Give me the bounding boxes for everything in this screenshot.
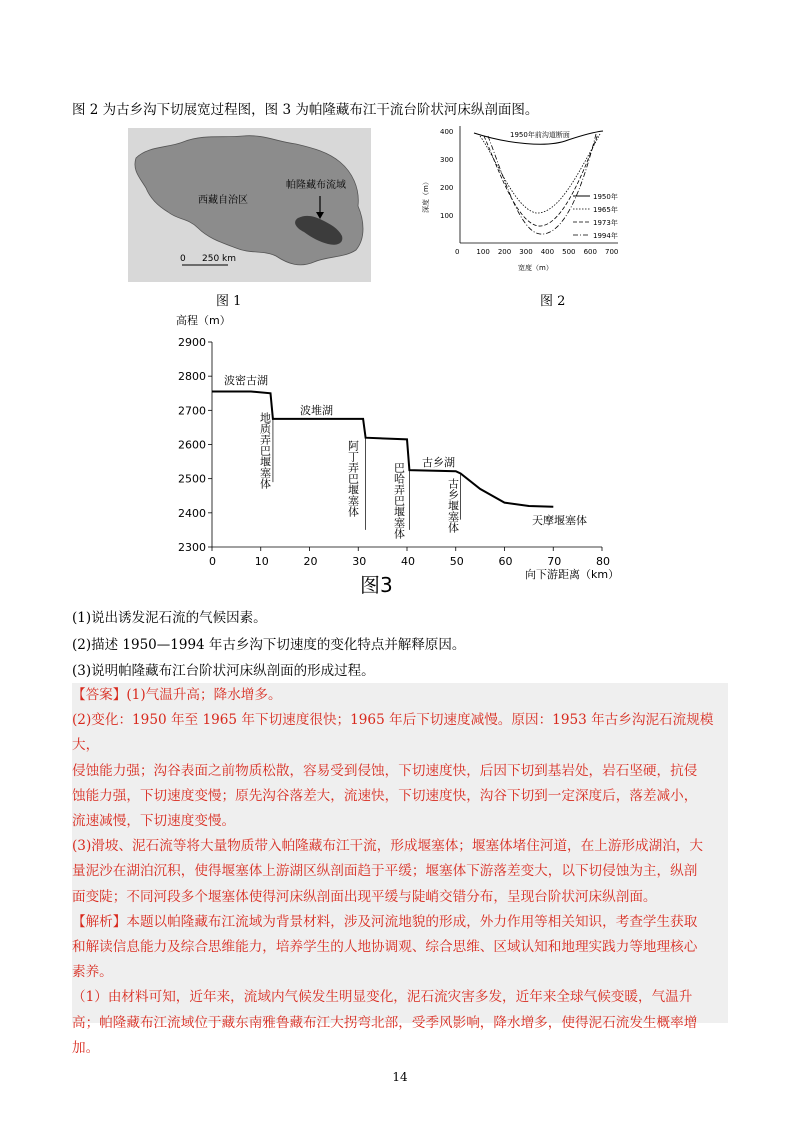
scale-label: 250 km (202, 254, 237, 264)
fig2-xtick-label: 300 (519, 248, 533, 256)
fig2-ytick-label: 300 (440, 156, 454, 164)
fig2-ytick-label: 100 (440, 212, 454, 220)
fig3-xtick-label: 20 (303, 555, 318, 568)
fig3-xtick-label: 30 (352, 555, 367, 568)
curve-1965 (480, 134, 600, 213)
answer-line: 蚀能力强，下切速度变慢；原先沟谷落差大，流速快，下切速度快，沟谷下切到一定深度后，落差减小， (72, 787, 698, 804)
answer-line: 素养。 (72, 964, 113, 981)
question-1: (1)说出诱发泥石流的气候因素。 (72, 610, 267, 626)
dam-label-ading: 阿丁弄巴堰塞体 (346, 440, 360, 517)
region-label: 西藏自治区 (198, 195, 248, 206)
answer-line: 量泥沙在湖泊沉积，使得堰塞体上游湖区纵剖面趋于平缓；堰塞体下游落差变大，以下切侵蚀为主，纵剖 (72, 863, 698, 880)
fig2-xtick-label: 600 (583, 248, 597, 256)
answer-block (72, 683, 728, 1056)
legend-1973: 1973年 (593, 219, 618, 227)
fig3-xtick-label: 70 (547, 555, 562, 568)
answer-line: 高；帕隆藏布江流域位于藏东南雅鲁藏布江大拐弯北部，受季风影响，降水增多，使得泥石流发生概率增 (72, 1014, 698, 1031)
answer-line: 【解析】本题以帕隆藏布江流域为背景材料，涉及河流地貌的形成，外力作用等相关知识，考查学生获取 (72, 913, 698, 930)
answer-line: 侵蚀能力强；沟谷表面之前物质松散，容易受到侵蚀，下切速度快，后因下切到基岩处，岩石坚硬，抗侵 (72, 762, 698, 779)
legend-1965: 1965年 (593, 206, 618, 214)
fig2-xtick-label: 0 (455, 248, 460, 256)
answer-line: （1）由材料可知，近年来，流域内气候发生明显变化，泥石流灾害多发，近年来全球气候变暖，气温升 (72, 989, 693, 1006)
page-number: 14 (392, 1070, 408, 1084)
fig3-xtick-label: 60 (498, 555, 513, 568)
legend-1994: 1994年 (593, 232, 618, 240)
answer-line: 面变陡；不同河段多个堰塞体使得河床纵剖面出现平缓与陡峭交错分布，呈现台阶状河床纵剖面。 (72, 888, 657, 905)
fig3-ytick-label: 2800 (178, 370, 206, 384)
fig2-xtick-label: 700 (605, 248, 619, 256)
figure-2-caption: 图 2 (540, 294, 566, 309)
figure-3-chart (170, 310, 630, 600)
fig3-xlabel: 向下游距离（km） (525, 568, 620, 581)
question-2: (2)描述 1950—1994 年古乡沟下切速度的变化特点并解释原因。 (72, 637, 466, 653)
dam-label-guxiang: 古乡堰塞体 (446, 478, 460, 533)
fig3-ytick-label: 2400 (178, 506, 206, 520)
fig3-ytick-label: 2500 (178, 472, 206, 486)
fig3-ytick-label: 2900 (178, 336, 206, 349)
fig3-ytick-label: 2300 (178, 541, 206, 554)
fig3-title: 图3 (360, 573, 393, 597)
fig3-ytick-label: 2700 (178, 404, 206, 418)
lake-label-bodui: 波堆湖 (300, 404, 333, 417)
figure-2-chart (418, 118, 626, 290)
fig2-ytick-label: 400 (440, 128, 454, 136)
intro-text: 图 2 为古乡沟下切展宽过程图，图 3 为帕隆藏布江干流台阶状河床纵剖面图。 (72, 102, 539, 118)
answer-line: (2)变化：1950 年至 1965 年下切速度很快；1965 年后下切速度减慢。原因：1953 年古乡沟泥石流规模大， (72, 712, 714, 754)
fig3-xtick-label: 40 (401, 555, 415, 568)
figure-1-map (128, 128, 371, 282)
lake-label-guxiang: 古乡湖 (422, 456, 455, 469)
fig3-ytick-label: 2600 (178, 438, 206, 452)
answer-line: 加。 (72, 1039, 100, 1056)
dam-label-tianmo: 天摩堰塞体 (532, 514, 587, 527)
answer-line: 流速减慢，下切速度变慢。 (72, 813, 236, 830)
legend-1950: 1950年 (593, 193, 618, 201)
dam-label-baha: 巴哈弄巴堰塞体 (392, 462, 406, 539)
fig3-xtick-label: 0 (209, 555, 216, 568)
fig2-ylabel: 深度（m） (422, 178, 430, 213)
basin-label: 帕隆藏布流域 (286, 180, 346, 191)
lake-label-bomi: 波密古湖 (224, 374, 268, 387)
fig3-xtick-label: 10 (254, 555, 269, 568)
fig2-legend (573, 192, 618, 240)
fig2-xtick-label: 500 (562, 248, 576, 256)
fig3-xtick-label: 50 (449, 555, 464, 568)
fig2-ytick-label: 200 (440, 184, 454, 192)
fig2-top-label: 1950年前沟道断面 (510, 131, 570, 139)
fig2-xtick-label: 100 (476, 248, 490, 256)
dam-label-dizhi: 地质弄巴堰塞体 (258, 412, 272, 489)
fig3-xtick-label: 80 (596, 555, 610, 568)
fig2-xtick-label: 200 (497, 248, 512, 256)
answer-line: 【答案】(1)气温升高；降水增多。 (72, 687, 282, 703)
fig2-xtick-label: 400 (540, 248, 555, 256)
answer-line: 和解读信息能力及综合思维能力，培养学生的人地协调观、综合思维、区域认知和地理实践力等地理核心 (72, 939, 698, 956)
figure-1-caption: 图 1 (216, 294, 242, 309)
fig3-ylabel: 高程（m） (176, 314, 231, 327)
question-3: (3)说明帕隆藏布江台阶状河床纵剖面的形成过程。 (72, 663, 375, 679)
scale-start-label: 0 (180, 254, 186, 264)
answer-line: (3)滑坡、泥石流等将大量物质带入帕隆藏布江干流，形成堰塞体；堰塞体堵住河道，在上游形成湖泊，大 (72, 838, 703, 855)
fig2-xlabel: 宽度（m） (518, 264, 553, 272)
